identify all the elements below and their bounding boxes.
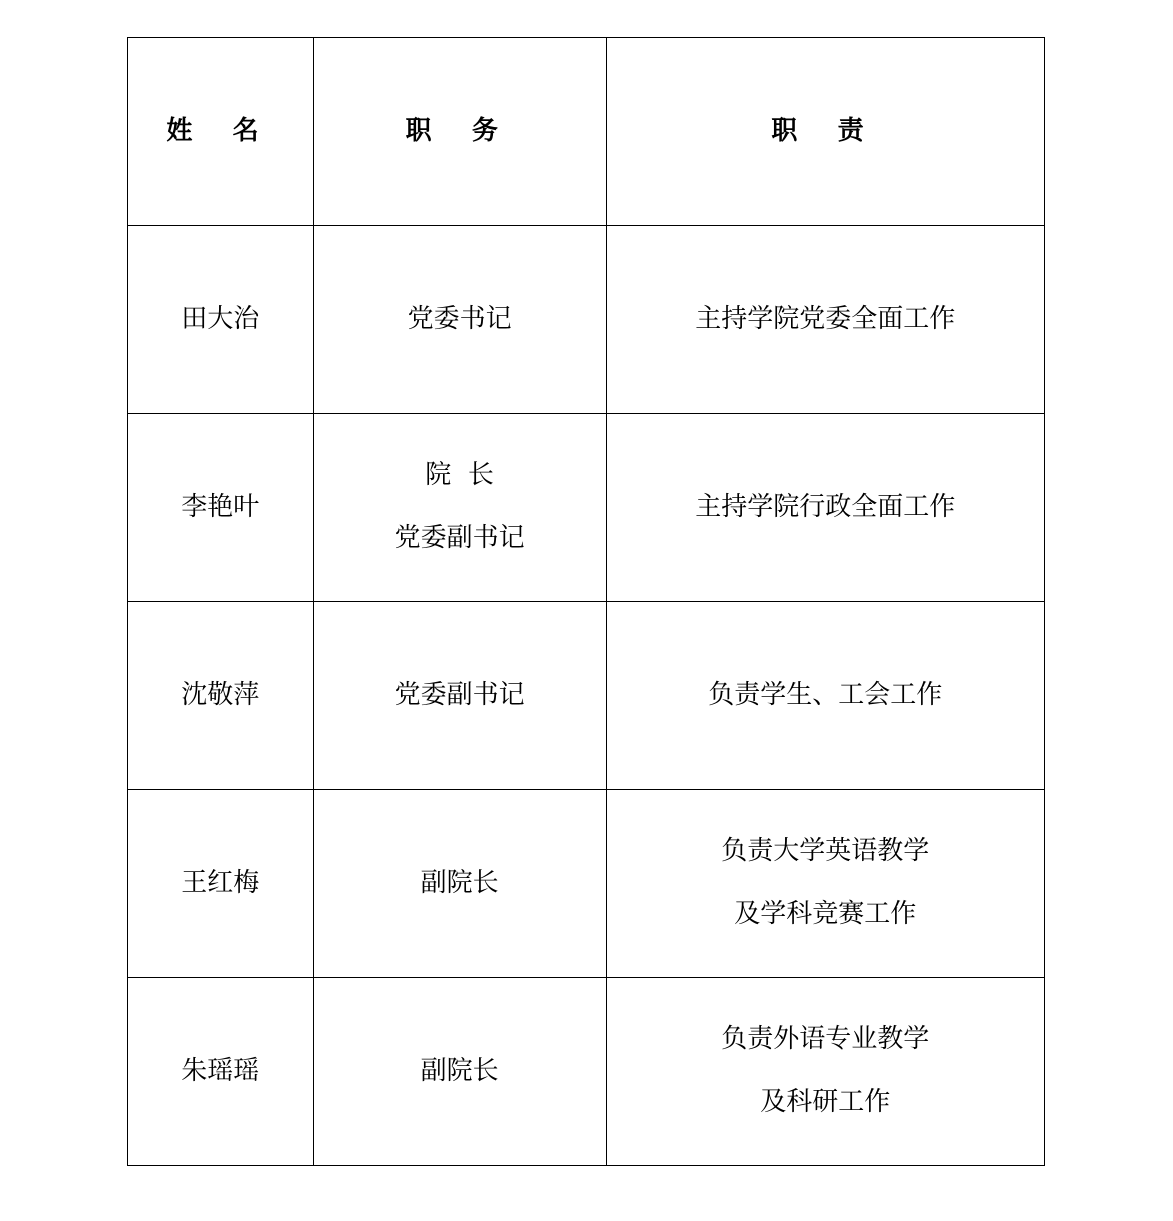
duty-line: 负责外语专业教学: [721, 1024, 930, 1055]
table-row: [128, 790, 1045, 978]
role-line: 党委副书记: [394, 679, 525, 710]
table-row: [128, 978, 1045, 1166]
cell-name: 田大治: [128, 226, 314, 414]
table-row: [128, 602, 1045, 790]
cell-role: [313, 414, 606, 602]
role-line: 副院长: [420, 1055, 499, 1086]
cell-name: 王红梅: [128, 790, 314, 978]
cell-role: [313, 790, 606, 978]
cell-role: [313, 602, 606, 790]
cell-name: 朱瑶瑶: [128, 978, 314, 1166]
leadership-duties-table: [127, 37, 1045, 1166]
cell-duty: [606, 790, 1044, 978]
cell-role: [313, 978, 606, 1166]
cell-duty: [606, 978, 1044, 1166]
role-line: 党委书记: [407, 303, 512, 334]
duty-line: 主持学院行政全面工作: [695, 491, 956, 522]
duty-line: 及学科竞赛工作: [734, 899, 917, 929]
role-line: 党委副书记: [394, 523, 525, 553]
duty-line: 负责学生、工会工作: [708, 679, 943, 710]
table-row: [128, 414, 1045, 602]
cell-duty: [606, 414, 1044, 602]
header-duty: 职 责: [606, 38, 1044, 226]
cell-duty: [606, 602, 1044, 790]
header-role: 职 务: [313, 38, 606, 226]
duty-line: 及科研工作: [760, 1087, 891, 1117]
cell-name: 李艳叶: [128, 414, 314, 602]
header-name: 姓 名: [128, 38, 314, 226]
role-line: 副院长: [420, 867, 499, 898]
duty-line: 负责大学英语教学: [721, 836, 930, 867]
cell-duty: [606, 226, 1044, 414]
table-row: [128, 226, 1045, 414]
cell-role: [313, 226, 606, 414]
header-row: [128, 38, 1045, 226]
duty-line: 主持学院党委全面工作: [695, 303, 956, 334]
cell-name: 沈敬萍: [128, 602, 314, 790]
role-line: 院 长: [425, 460, 494, 491]
